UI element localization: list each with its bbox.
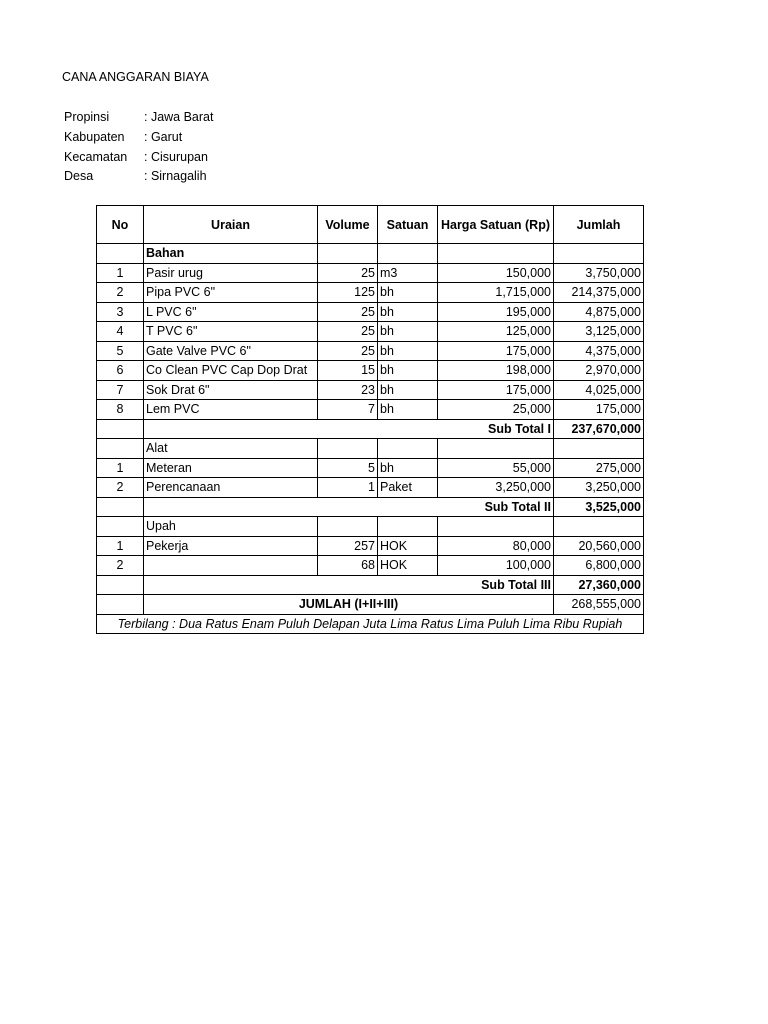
item-harga-satuan: 3,250,000 — [438, 478, 554, 498]
item-jumlah: 4,025,000 — [554, 380, 644, 400]
location-value: : Jawa Barat — [144, 110, 214, 124]
location-value: : Cisurupan — [144, 149, 208, 164]
item-no: 2 — [97, 556, 144, 576]
header-satuan: Satuan — [378, 206, 438, 244]
table-row — [97, 283, 644, 303]
table-row — [97, 302, 644, 322]
budget-table — [96, 205, 644, 634]
item-no: 4 — [97, 322, 144, 342]
item-no: 7 — [97, 380, 144, 400]
item-satuan: bh — [378, 322, 438, 342]
empty-cell — [97, 439, 144, 459]
empty-cell — [318, 244, 378, 264]
table-row — [97, 536, 644, 556]
location-row-propinsi — [64, 108, 213, 128]
section-name: Bahan — [144, 244, 318, 264]
item-volume: 15 — [318, 361, 378, 381]
item-harga-satuan: 195,000 — [438, 302, 554, 322]
table-row — [97, 478, 644, 498]
item-jumlah: 275,000 — [554, 458, 644, 478]
item-harga-satuan: 55,000 — [438, 458, 554, 478]
item-jumlah: 214,375,000 — [554, 283, 644, 303]
item-volume: 23 — [318, 380, 378, 400]
subtotal-value: 27,360,000 — [554, 575, 644, 595]
item-harga-satuan: 80,000 — [438, 536, 554, 556]
table-row — [97, 400, 644, 420]
empty-cell — [97, 575, 144, 595]
empty-cell — [318, 517, 378, 537]
document-title: CANA ANGGARAN BIAYA — [62, 70, 209, 84]
empty-cell — [438, 244, 554, 264]
section-name: Alat — [144, 439, 318, 459]
item-no: 3 — [97, 302, 144, 322]
location-row-desa — [64, 167, 213, 187]
table-row — [97, 458, 644, 478]
empty-cell — [97, 244, 144, 264]
location-row-kabupaten — [64, 128, 213, 148]
header-no: No — [97, 206, 144, 244]
header-volume: Volume — [318, 206, 378, 244]
subtotal-label: Sub Total III — [144, 575, 554, 595]
section-header-row — [97, 517, 644, 537]
item-jumlah: 3,250,000 — [554, 478, 644, 498]
item-volume: 257 — [318, 536, 378, 556]
location-label: Desa — [64, 169, 94, 184]
item-volume: 68 — [318, 556, 378, 576]
item-satuan: bh — [378, 302, 438, 322]
item-no: 2 — [97, 283, 144, 303]
subtotal-row — [97, 575, 644, 595]
item-harga-satuan: 198,000 — [438, 361, 554, 381]
grand-total-row — [97, 595, 644, 615]
item-harga-satuan: 125,000 — [438, 322, 554, 342]
item-satuan: Paket — [378, 478, 438, 498]
item-volume: 25 — [318, 341, 378, 361]
item-uraian: T PVC 6" — [144, 322, 318, 342]
terbilang-row — [97, 614, 644, 634]
item-satuan: bh — [378, 361, 438, 381]
item-no: 5 — [97, 341, 144, 361]
item-satuan: bh — [378, 458, 438, 478]
location-value: : Garut — [144, 129, 183, 144]
empty-cell — [554, 439, 644, 459]
item-no: 1 — [97, 263, 144, 283]
subtotal-label: Sub Total I — [144, 419, 554, 439]
table-row — [97, 380, 644, 400]
item-jumlah: 3,125,000 — [554, 322, 644, 342]
item-volume: 25 — [318, 302, 378, 322]
header-uraian: Uraian — [144, 206, 318, 244]
item-no: 1 — [97, 458, 144, 478]
item-harga-satuan: 150,000 — [438, 263, 554, 283]
item-no: 1 — [97, 536, 144, 556]
table-row — [97, 556, 644, 576]
section-name: Upah — [144, 517, 318, 537]
empty-cell — [318, 439, 378, 459]
item-harga-satuan: 175,000 — [438, 341, 554, 361]
empty-cell — [438, 517, 554, 537]
item-uraian: Pekerja — [144, 536, 318, 556]
item-jumlah: 2,970,000 — [554, 361, 644, 381]
location-label: Propinsi — [64, 110, 110, 124]
item-uraian: Meteran — [144, 458, 318, 478]
location-label: Kabupaten — [64, 129, 125, 144]
table-row — [97, 263, 644, 283]
table-body — [97, 244, 644, 634]
header-harga-satuan: Harga Satuan (Rp) — [438, 206, 554, 244]
section-header-row — [97, 439, 644, 459]
item-jumlah: 4,375,000 — [554, 341, 644, 361]
empty-cell — [438, 439, 554, 459]
location-value: : Sirnagalih — [144, 169, 207, 184]
empty-cell — [378, 517, 438, 537]
item-satuan: m3 — [378, 263, 438, 283]
location-row-kecamatan — [64, 148, 213, 168]
item-uraian: Sok Drat 6" — [144, 380, 318, 400]
empty-cell — [378, 244, 438, 264]
grand-total-value: 268,555,000 — [554, 595, 644, 615]
item-volume: 25 — [318, 322, 378, 342]
item-jumlah: 175,000 — [554, 400, 644, 420]
subtotal-value: 3,525,000 — [554, 497, 644, 517]
empty-cell — [378, 439, 438, 459]
item-no: 6 — [97, 361, 144, 381]
empty-cell — [554, 517, 644, 537]
table-row — [97, 341, 644, 361]
item-satuan: HOK — [378, 556, 438, 576]
empty-cell — [97, 497, 144, 517]
item-no: 2 — [97, 478, 144, 498]
subtotal-row — [97, 419, 644, 439]
item-no: 8 — [97, 400, 144, 420]
item-jumlah: 3,750,000 — [554, 263, 644, 283]
item-uraian: L PVC 6" — [144, 302, 318, 322]
empty-cell — [97, 419, 144, 439]
item-harga-satuan: 1,715,000 — [438, 283, 554, 303]
item-harga-satuan: 100,000 — [438, 556, 554, 576]
item-satuan: bh — [378, 341, 438, 361]
item-volume: 7 — [318, 400, 378, 420]
item-uraian: Co Clean PVC Cap Dop Drat — [144, 361, 318, 381]
subtotal-row — [97, 497, 644, 517]
location-info — [64, 108, 213, 187]
empty-cell — [554, 244, 644, 264]
terbilang-text: Terbilang : Dua Ratus Enam Puluh Delapan Juta Lima Ratus Lima Puluh Lima Ribu Rupiah — [97, 614, 644, 634]
table-row — [97, 361, 644, 381]
subtotal-value: 237,670,000 — [554, 419, 644, 439]
item-satuan: bh — [378, 400, 438, 420]
item-volume: 125 — [318, 283, 378, 303]
item-uraian: Gate Valve PVC 6" — [144, 341, 318, 361]
header-jumlah: Jumlah — [554, 206, 644, 244]
item-volume: 1 — [318, 478, 378, 498]
item-jumlah: 20,560,000 — [554, 536, 644, 556]
item-uraian: Pipa PVC 6" — [144, 283, 318, 303]
item-jumlah: 6,800,000 — [554, 556, 644, 576]
empty-cell — [97, 517, 144, 537]
item-satuan: bh — [378, 283, 438, 303]
item-harga-satuan: 175,000 — [438, 380, 554, 400]
empty-cell — [97, 595, 144, 615]
item-satuan: HOK — [378, 536, 438, 556]
item-uraian: Lem PVC — [144, 400, 318, 420]
item-uraian — [144, 556, 318, 576]
table-row — [97, 322, 644, 342]
table-header-row — [97, 206, 644, 244]
item-uraian: Pasir urug — [144, 263, 318, 283]
item-volume: 5 — [318, 458, 378, 478]
location-label: Kecamatan — [64, 149, 128, 164]
item-uraian: Perencanaan — [144, 478, 318, 498]
item-volume: 25 — [318, 263, 378, 283]
subtotal-label: Sub Total II — [144, 497, 554, 517]
item-jumlah: 4,875,000 — [554, 302, 644, 322]
item-harga-satuan: 25,000 — [438, 400, 554, 420]
item-satuan: bh — [378, 380, 438, 400]
grand-total-label: JUMLAH (I+II+III) — [144, 595, 554, 615]
section-header-row — [97, 244, 644, 264]
